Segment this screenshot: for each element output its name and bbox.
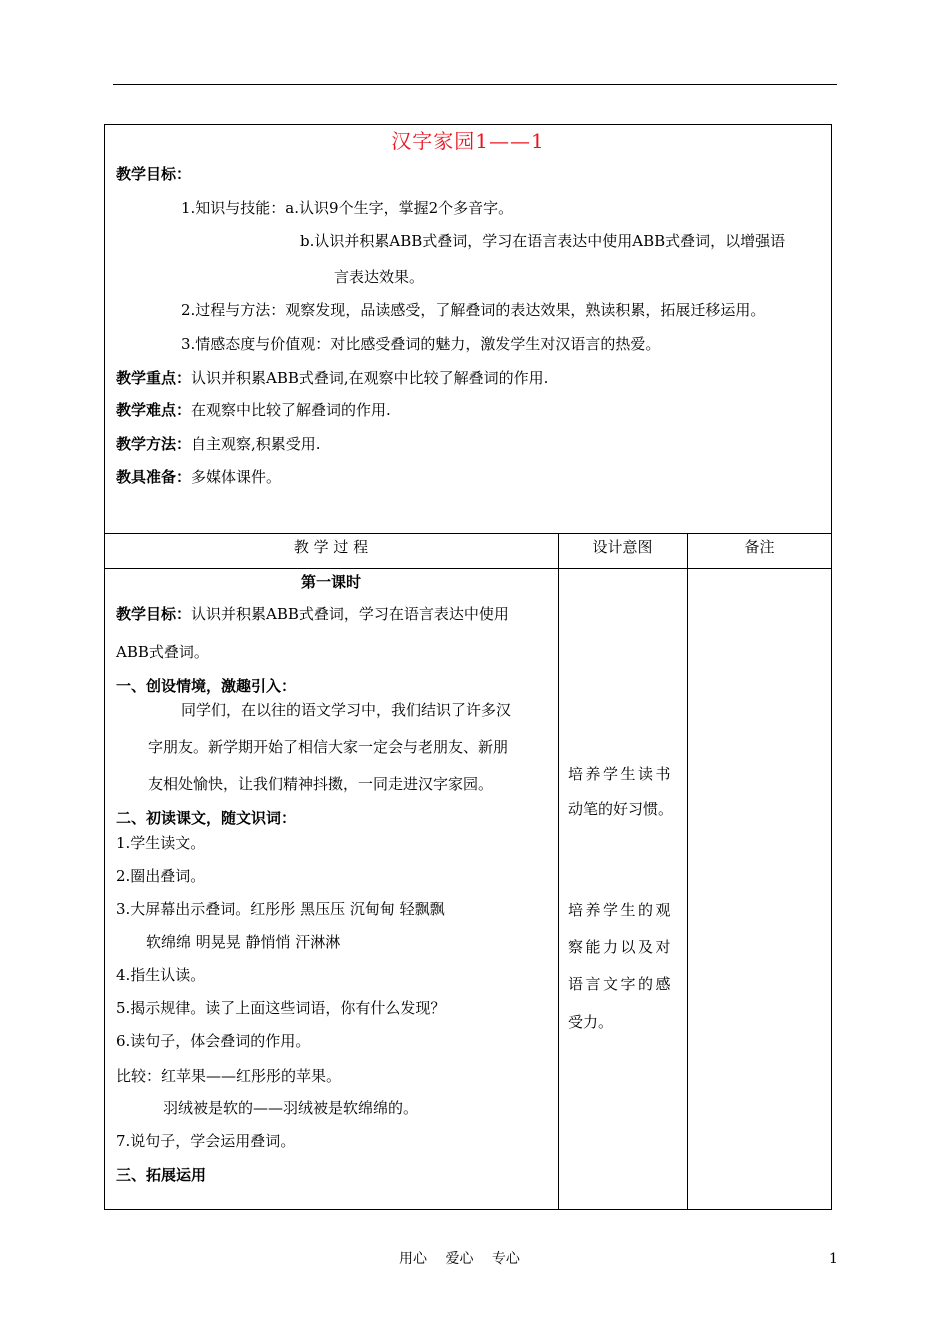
preparation-label: 教具准备： xyxy=(116,468,192,486)
header-process: 教 学 过 程 xyxy=(293,538,369,556)
lesson-goal xyxy=(116,604,509,624)
objective-3: 3.情感态度与价值观：对比感受叠词的魅力，激发学生对汉语言的热爱。 xyxy=(181,335,661,353)
compare-2: 羽绒被是软的——羽绒被是软绵绵的。 xyxy=(163,1099,419,1117)
column-divider-2 xyxy=(687,533,688,1210)
compare-1: 比较：红苹果——红彤彤的苹果。 xyxy=(116,1067,342,1085)
column-divider-1 xyxy=(558,533,559,1210)
objective-2: 2.过程与方法：观察发现，品读感受，了解叠词的表达效果，熟读积累，拓展迁移运用。 xyxy=(181,301,766,319)
section-1-heading: 一、创设情境，激趣引入： xyxy=(116,677,297,695)
method-text: 自主观察,积累受用. xyxy=(191,435,321,453)
step-4: 4.指生认读。 xyxy=(116,966,206,984)
design-note-2-line2: 察能力以及对 xyxy=(568,938,674,956)
intro-line2: 字朋友。新学期开始了相信大家一定会与老朋友、新朋 xyxy=(148,738,509,756)
lesson-goal-label: 教学目标： xyxy=(116,605,192,623)
step-2: 2.圈出叠词。 xyxy=(116,867,206,885)
lesson-goal-line2: ABB式叠词。 xyxy=(116,643,209,661)
footer-motto: 用心 爱心 专心 xyxy=(399,1251,520,1267)
design-note-2-line1: 培养学生的观 xyxy=(568,901,674,919)
header-rule xyxy=(113,84,837,85)
header-design: 设计意图 xyxy=(592,538,653,556)
step-5: 5.揭示规律。读了上面这些词语，你有什么发现？ xyxy=(116,999,446,1017)
preparation xyxy=(116,467,281,487)
lesson-goal-line1: 认识并积累ABB式叠词，学习在语言表达中使用 xyxy=(191,605,509,623)
difficulty-label: 教学难点： xyxy=(116,401,192,419)
key-point-label: 教学重点： xyxy=(116,369,192,387)
lesson-title: 第一课时 xyxy=(300,573,361,591)
design-note-2-line3: 语言文字的感 xyxy=(568,975,674,993)
key-point xyxy=(116,368,548,388)
objective-1b-line2: 言表达效果。 xyxy=(334,268,425,286)
intro-line3: 友相处愉快，让我们精神抖擞，一同走进汉字家园。 xyxy=(148,775,494,793)
design-note-1-line1: 培养学生读书 xyxy=(568,765,674,783)
objective-1b-line1: b.认识并积累ABB式叠词，学习在语言表达中使用ABB式叠词，以增强语 xyxy=(300,232,786,250)
difficulty-text: 在观察中比较了解叠词的作用. xyxy=(191,401,391,419)
method-label: 教学方法： xyxy=(116,435,192,453)
step-3-line1: 3.大屏幕出示叠词。红彤彤 黑压压 沉甸甸 轻飘飘 xyxy=(116,900,445,918)
header-notes: 备注 xyxy=(744,538,775,556)
objective-1: 1.知识与技能：a.认识9个生字，掌握2个多音字。 xyxy=(181,199,514,217)
intro-line1: 同学们，在以往的语文学习中，我们结识了许多汉 xyxy=(181,701,512,719)
step-1: 1.学生读文。 xyxy=(116,834,206,852)
page-number: 1 xyxy=(829,1251,838,1267)
design-note-1-line2: 动笔的好习惯。 xyxy=(568,800,674,818)
step-7: 7.说句子，学会运用叠词。 xyxy=(116,1132,296,1150)
section-2-heading: 二、初读课文，随文识词： xyxy=(116,809,297,827)
step-3-line2: 软绵绵 明晃晃 静悄悄 汗淋淋 xyxy=(146,933,341,951)
method xyxy=(116,434,321,454)
difficulty xyxy=(116,400,391,420)
step-6: 6.读句子，体会叠词的作用。 xyxy=(116,1032,311,1050)
key-point-text: 认识并积累ABB式叠词,在观察中比较了解叠词的作用. xyxy=(191,369,549,387)
design-note-2-line4: 受力。 xyxy=(568,1013,614,1031)
objectives-heading: 教学目标： xyxy=(116,165,192,183)
document-title: 汉字家园1——1 xyxy=(391,129,545,153)
preparation-text: 多媒体课件。 xyxy=(191,468,282,486)
section-3-heading: 三、拓展运用 xyxy=(116,1166,207,1184)
